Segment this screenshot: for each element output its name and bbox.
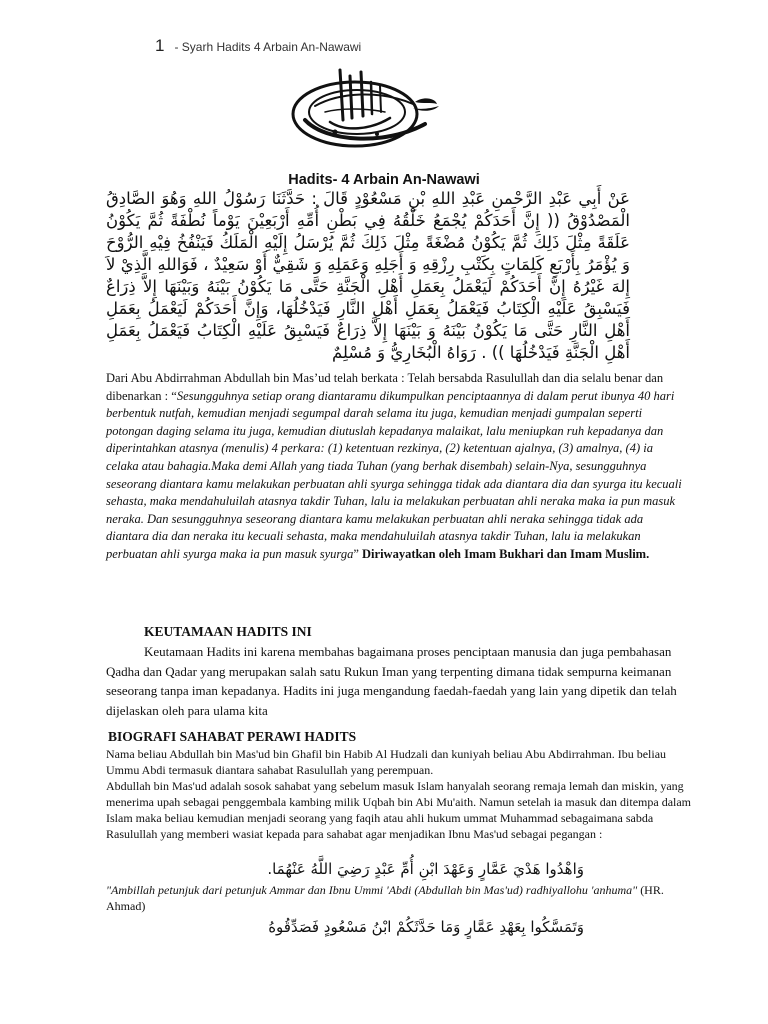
narration-source: Diriwayatkan oleh Imam Bukhari dan Imam Muslim.: [362, 546, 650, 561]
translation-italic: Sesungguhnya setiap orang diantaramu dikumpulkan penciptaannya di dalam perut ibunya 40 hari berbentuk nutfah, kemudian menjadi segumpal darah selama itu juga, kemudian menjadi gumpalan seperti potongan daging selama itu juga, kemudian diutuslah kepadanya malaikat, lalu meniupkan ruh kepadanya dan diperintahkan atasnya (menulis) 4 perkara: (1) ketentuan rezkinya, (2) ketentuan ajalnya, (3) amalnya, (4) ia celaka atau bahagia.Maka demi Allah yang tiada Tuhan (yang berhak disembah) selain-Nya, sesungguhnya seseorang diantara kamu melakukan perbuatan ahli syurga sehingga tidak ada diantara dia dan syurga itu kecuali sehasta, maka mendahuluilah atasnya takdir Tuhan, lalu ia melakukan perbuatan ahli neraka maka ia pun masuk neraka. Dan sesungguhnya seseorang diantara kamu melakukan perbuatan ahli neraka sehingga tidak ada diantara dia dan neraka itu kecuali sehasta, maka mendahuluilah atasnya takdir Tuhan, lalu ia melakukan perbuatan ahli syurga maka ia pun masuk syurga: [106, 388, 682, 561]
hadith-title: Hadits- 4 Arbain An-Nawawi: [288, 172, 480, 188]
quote-source: (HR. Ahmad): [106, 883, 664, 913]
header-title: - Syarh Hadits 4 Arbain An-Nawawi: [174, 40, 362, 54]
arabic-hadith-text: عَنْ أَبِي عَبْدِ الرَّحْمنِ عَبْدِ اللهِ بْنِ مَسْعُوْدٍ قَالَ : حَدَّثَنَا رَسُوْلُ اللهِ وَهُوَ الصَّادِقُ الْمَصْدُوْقُ (( إِنَّ أَحَدَكُمْ يُجْمَعُ خَلْقُهُ فِي بَطْنِ أُمِّهِ أَرْبَعِيْنَ يَوْماً نُطْفَةً ثُمَّ يَكُوْنُ عَلَقَةً مِثْلَ ذَلِكَ ثُمَّ يَكُوْنُ مُضْغَةً مِثْلَ ذَلِكَ ثُمَّ يُرْسَلُ إِلَيْهِ الْمَلَكُ فَيَنْفُخُ فِيْهِ الرُّوْحَ وَ يُؤْمَرُ بِأَرْبَعِ كَلِمَاتٍ بِكَتْبِ رِزْقِهِ وَ أَجَلِهِ وَعَمَلِهِ وَ شَقِيٌّ أَوْ سَعِيْدٌ ، فَوَاللهِ الَّذِيْ لاَ إِلهَ غَيْرُهُ إِنَّ أَحَدَكُمْ لَيَعْمَلُ بِعَمَلِ أَهْلِ الْجَنَّةِ حَتَّى مَا يَكُوْنُ بَيْنَهُ وَبَيْنَهَا إِلاَّ ذِرَاعٌ فَيَسْبِقُ عَلَيْهِ الْكِتَابُ فَيَعْمَلُ بِعَمَلِ أَهْلِ النَّارِ فَيَدْخُلُهَا، وَإِنَّ أَحَدَكُمْ لَيَعْمَلُ بِعَمَلِ أَهْلِ النَّارِ حَتَّى مَا يَكُوْنُ بَيْنَهُ وَ بَيْنَهَا إِلاَّ ذِرَاعٌ فَيَسْبِقُ عَلَيْهِ الْكِتَابُ فَيَعْمَلُ بِعَمَلِ أَهْلِ الْجَنَّةِ فَيَدْخُلُهَا )) . رَوَاهُ الْبُخَارِيُّ وَ مُسْلِمٌ: [106, 189, 630, 362]
page-number: 1: [155, 36, 165, 55]
keutamaan-paragraph: Keutamaan Hadits ini karena membahas bagaimana proses penciptaan manusia dan juga pembahasan Qadha dan Qadar yang merupakan salah satu Rukun Iman yang terpenting dimana tidak sempurna keimanan seseorang tanpa iman kepadanya. Hadits ini juga mengandung faedah-faedah yang lain yang dipetik dan telah dijelaskan oleh para ulama kita: [106, 644, 677, 718]
arabic-quote-1: وَاهْدُوا هَدْيَ عَمَّارٍ وَعَهْدَ ابْنِ أُمِّ عَبْدٍ رَضِيَ اللَّهُ عَنْهُمَا.: [267, 860, 584, 878]
page-header: [155, 36, 361, 56]
biografi-paragraph: [106, 746, 691, 842]
biografi-text-2: Abdullah bin Mas'ud adalah sosok sahabat yang sebelum masuk Islam hanyalah seorang remaja lemah dan miskin, yang menerima upah sebagai penggembala kambing milik Uqbah bin Abi Mu'aith. Namun setelah ia masuk dan ditempa dalam Islam maka beliau kemudian menjadi seorang yang faqih atau ahli hukum ummat Muhammad sebagaimana sabda Rasulullah yang memberi wasiat kepada para sahabat agar menjadikan Ibnu Mas'ud sebagai pegangan :: [106, 779, 692, 841]
translation-intro: Dari Abu Abdirrahman Abdullah bin Mas’ud telah berkata : Telah bersabda Rasulullah dan dia selalu benar dan dibenarkan : “: [106, 371, 664, 403]
biografi-text-1: Nama beliau Abdullah bin Mas'ud bin Ghafil bin Habib Al Hudzali dan kuniyah beliau Abu Abdirrahman. Ibu beliau Ummu Abdi termasuk diantara sahabat Rasulullah yang perempuan.: [106, 747, 667, 777]
quote-translation: [106, 882, 691, 914]
section-heading-keutamaan: KEUTAMAAN HADITS INI: [144, 624, 312, 639]
quote-italic: "Ambillah petunjuk dari petunjuk Ammar dan Ibnu Ummi 'Abdi (Abdullah bin Mas'ud) radhiyallohu 'anhuma": [106, 883, 638, 897]
section-heading-biografi: BIOGRAFI SAHABAT PERAWI HADITS: [108, 729, 357, 744]
bismillah-calligraphy-icon: [285, 62, 445, 162]
translation-close-quote: ”: [353, 546, 363, 561]
arabic-quote-2: وَتَمَسَّكُوا بِعَهْدِ عَمَّارٍ وَمَا حَدَّثَكُمْ ابْنُ مَسْعُودٍ فَصَدِّقُوهُ: [268, 918, 584, 936]
translation-paragraph: [106, 370, 682, 564]
